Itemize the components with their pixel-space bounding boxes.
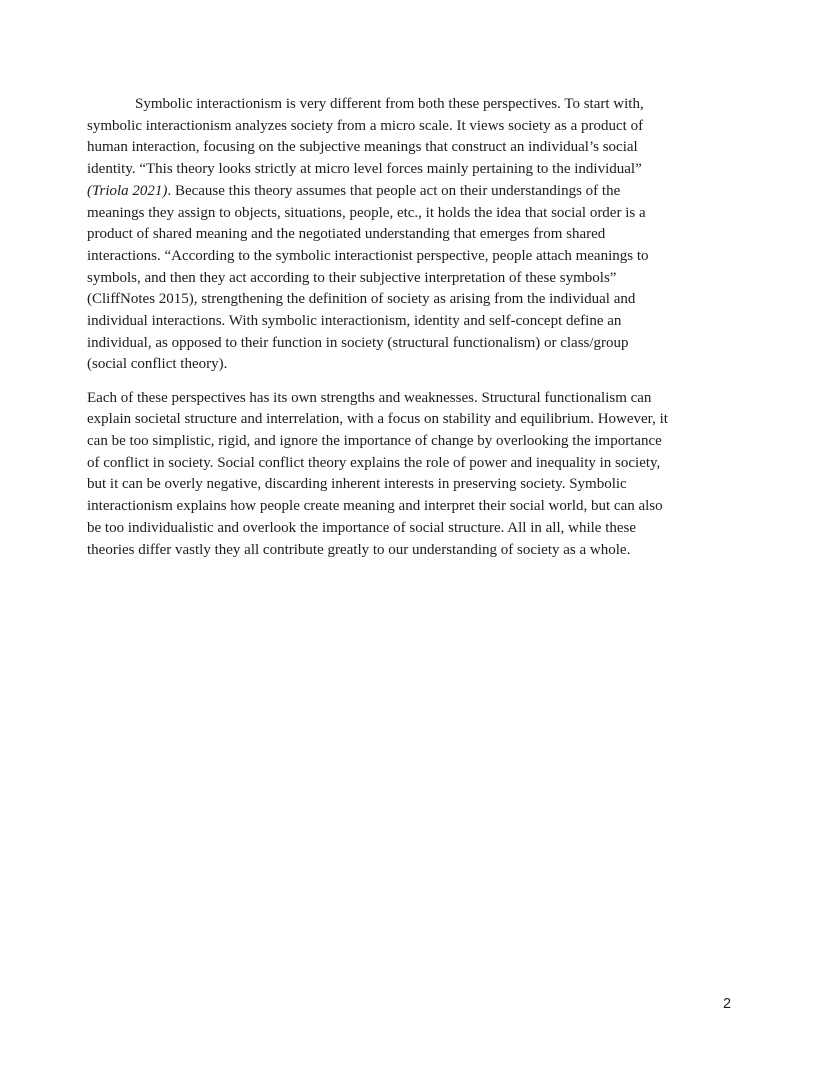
text-line: [87, 116, 747, 138]
text-line: [87, 137, 747, 159]
text-line: [87, 311, 747, 333]
body-text: (CliffNotes 2015), strengthening the definition of society as arising from the individual and: [87, 291, 636, 308]
text-line: [87, 431, 747, 453]
text-line: [87, 289, 747, 311]
text-line: [87, 388, 747, 410]
text-line: [87, 540, 747, 562]
body-text: Each of these perspectives has its own strengths and weaknesses. Structural functionalism can: [87, 389, 652, 406]
text-line: [87, 268, 747, 290]
perspectives-evaluation-paragraph: [87, 388, 747, 562]
body-text: (social conflict theory).: [87, 356, 228, 373]
body-text: of conflict in society. Social conflict theory explains the role of power and inequality in society,: [87, 454, 661, 471]
text-line: [87, 94, 747, 116]
text-line: [87, 181, 747, 203]
text-line: [87, 453, 747, 475]
citation-italic-text: (Triola 2021): [87, 182, 168, 199]
document-body: [87, 94, 747, 561]
body-text: product of shared meaning and the negotiated understanding that emerges from shared: [87, 226, 606, 243]
body-text: identity. “This theory looks strictly at micro level forces mainly pertaining to the individual”: [87, 161, 642, 178]
text-line: [87, 246, 747, 268]
body-text: Symbolic interactionism is very different from both these perspectives. To start with,: [135, 96, 644, 112]
body-text: meanings they assign to objects, situations, people, etc., it holds the idea that social order is a: [87, 204, 646, 221]
text-line: [87, 518, 747, 540]
page-number: 2: [722, 996, 732, 1012]
body-text: human interaction, focusing on the subjective meanings that construct an individual’s social: [87, 139, 638, 156]
body-text: can be too simplistic, rigid, and ignore the importance of change by overlooking the importance: [87, 433, 662, 450]
body-text: interactions. “According to the symbolic interactionist perspective, people attach meanings to: [87, 247, 649, 264]
body-text: be too individualistic and overlook the importance of social structure. All in all, while these: [87, 519, 637, 536]
body-text: symbolic interactionism analyzes society from a micro scale. It views society as a product of: [87, 117, 644, 134]
body-text: symbols, and then they act according to their subjective interpretation of these symbols”: [87, 269, 617, 286]
text-line: [87, 496, 747, 518]
text-line: [87, 474, 747, 496]
text-line: [87, 354, 747, 376]
text-line: [87, 159, 747, 181]
text-line: [87, 333, 747, 355]
body-text: individual interactions. With symbolic interactionism, identity and self-concept define an: [87, 313, 622, 330]
body-text: individual, as opposed to their function in society (structural functionalism) or class/group: [87, 334, 629, 351]
body-text: theories differ vastly they all contribute greatly to our understanding of society as a whole.: [87, 541, 631, 558]
body-text: . Because this theory assumes that people act on their understandings of the: [167, 182, 621, 199]
text-line: [87, 409, 747, 431]
symbolic-interactionism-paragraph: [87, 94, 747, 376]
body-text: explain societal structure and interrelation, with a focus on stability and equilibrium. However, it: [87, 411, 668, 428]
body-text: but it can be overly negative, discarding inherent interests in preserving society. Symbolic: [87, 476, 627, 493]
text-line: [87, 224, 747, 246]
body-text: interactionism explains how people create meaning and interpret their social world, but can also: [87, 498, 663, 515]
text-line: [87, 203, 747, 225]
